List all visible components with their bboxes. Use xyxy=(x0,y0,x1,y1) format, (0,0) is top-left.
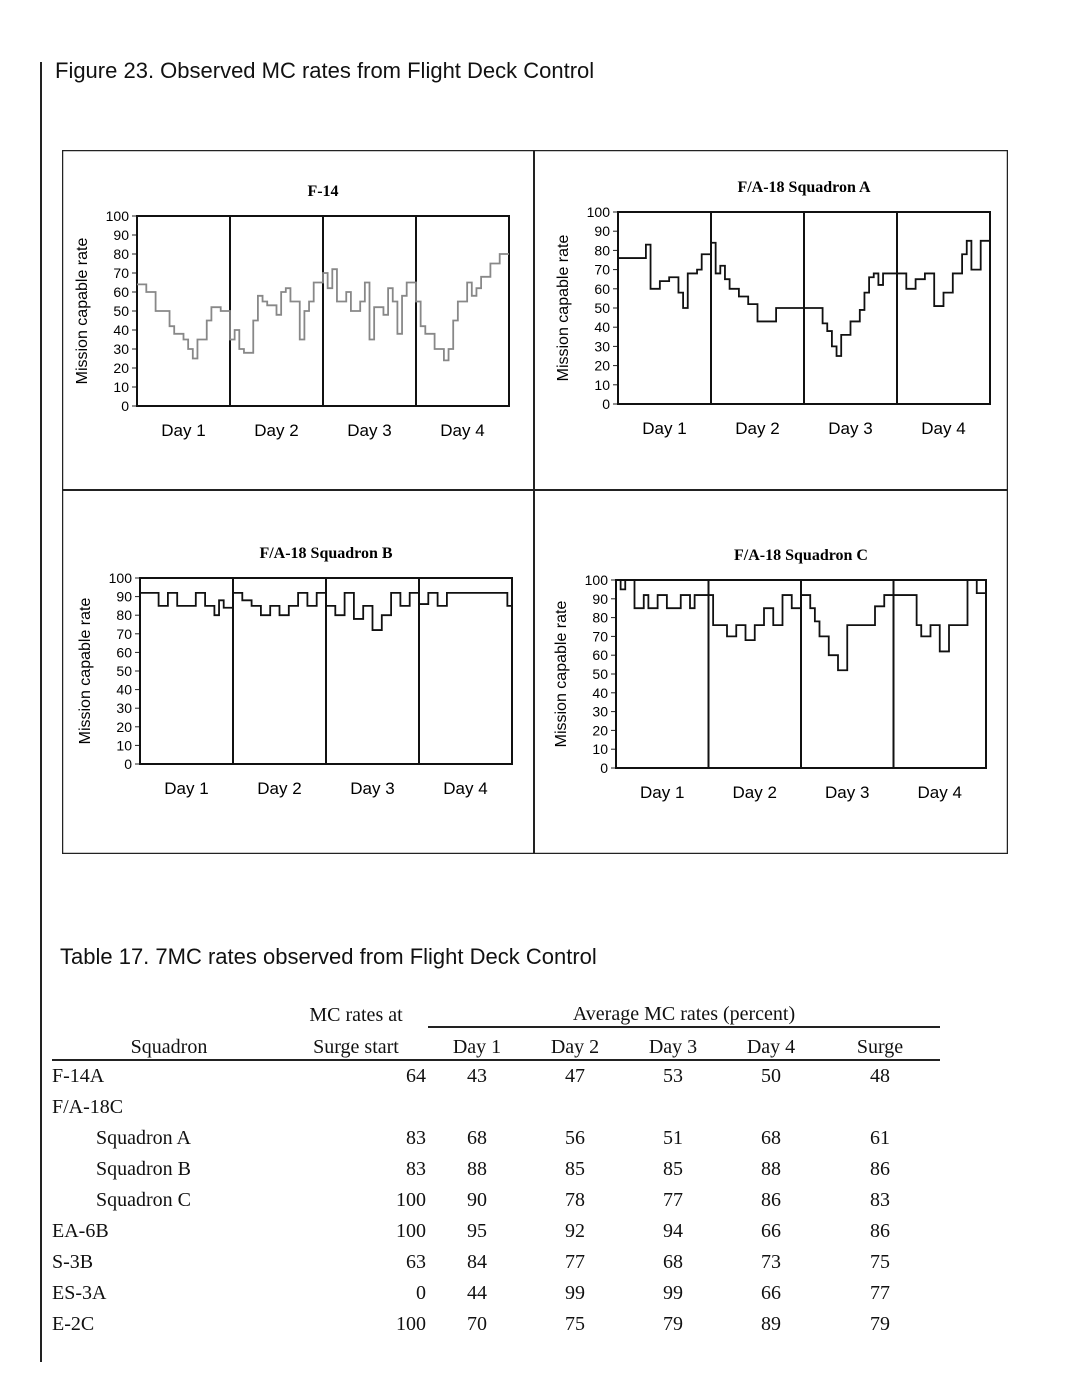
day-label: Day 1 xyxy=(161,421,206,440)
value-cell: 90 xyxy=(467,1189,487,1211)
day-label: Day 4 xyxy=(921,419,966,438)
day-label: Day 2 xyxy=(735,419,780,438)
table-row xyxy=(52,1216,940,1247)
y-tick-label: 70 xyxy=(116,625,132,642)
y-tick-label: 90 xyxy=(116,588,132,605)
table-body xyxy=(52,1060,940,1340)
value-cell: 50 xyxy=(761,1065,781,1087)
y-tick-label: 30 xyxy=(116,700,132,717)
y-tick-label: 100 xyxy=(584,572,608,588)
value-cell: 66 xyxy=(761,1282,781,1304)
y-tick-label: 90 xyxy=(113,227,129,243)
y-tick-label: 30 xyxy=(592,703,608,720)
value-cell: 68 xyxy=(663,1251,683,1273)
surge-start-cell xyxy=(286,1092,428,1123)
row-name-cell: ES-3A xyxy=(52,1282,107,1304)
y-tick-label: 10 xyxy=(592,741,608,758)
value-cell: 77 xyxy=(565,1251,585,1273)
y-tick-label: 50 xyxy=(113,303,129,319)
chart-panel xyxy=(553,547,986,802)
value-cell: 43 xyxy=(467,1065,487,1087)
surge-start-cell: 100 xyxy=(396,1220,426,1242)
table-title: Table 17. 7MC rates observed from Flight Deck Control xyxy=(60,944,597,969)
y-tick-label: 60 xyxy=(594,280,610,297)
left-margin-rule xyxy=(40,62,42,1362)
value-cell: 85 xyxy=(565,1158,585,1180)
day-label: Day 3 xyxy=(825,783,870,802)
value-cell: 48 xyxy=(870,1065,890,1087)
value-cell: 99 xyxy=(663,1282,683,1304)
chart-grid xyxy=(62,150,1008,854)
y-tick-label: 40 xyxy=(113,322,129,338)
value-cell: 79 xyxy=(663,1313,683,1335)
value-cell: 86 xyxy=(761,1189,781,1211)
value-cell: 84 xyxy=(467,1251,487,1273)
y-tick-label: 70 xyxy=(113,265,129,281)
value-cell: 77 xyxy=(870,1282,890,1304)
y-axis-label: Mission capable rate xyxy=(555,234,572,382)
value-cell xyxy=(428,1092,526,1123)
value-cell xyxy=(624,1092,722,1123)
chart-panel xyxy=(77,545,512,798)
row-name-cell: Squadron C xyxy=(96,1189,191,1211)
value-cell: 78 xyxy=(565,1189,585,1211)
y-axis-label: Mission capable rate xyxy=(553,600,570,748)
value-cell: 77 xyxy=(663,1189,683,1211)
value-cell xyxy=(722,1092,820,1123)
value-cell: 68 xyxy=(761,1127,781,1149)
value-cell: 75 xyxy=(870,1251,890,1273)
y-tick-label: 80 xyxy=(116,607,132,624)
y-tick-label: 80 xyxy=(592,609,608,626)
surge-header-line2: Surge start xyxy=(286,1027,428,1060)
surge-header-line1: MC rates at xyxy=(309,1004,403,1026)
col-header-surge: Surge xyxy=(820,1027,940,1060)
day-label: Day 4 xyxy=(917,783,962,802)
surge-start-cell: 0 xyxy=(416,1282,426,1304)
avg-header: Average MC rates (percent) xyxy=(428,996,940,1027)
y-tick-label: 100 xyxy=(105,208,129,224)
value-cell: 86 xyxy=(870,1158,890,1180)
value-cell: 88 xyxy=(761,1158,781,1180)
blank-header-cell xyxy=(52,996,286,1027)
surge-start-cell: 100 xyxy=(396,1313,426,1335)
table-row xyxy=(52,1060,940,1092)
y-tick-label: 30 xyxy=(113,341,129,357)
chart-title: F/A-18 Squadron A xyxy=(737,179,871,196)
y-tick-label: 10 xyxy=(113,379,129,395)
surge-start-cell: 100 xyxy=(396,1189,426,1211)
value-cell: 70 xyxy=(467,1313,487,1335)
squadron-header: Squadron xyxy=(52,1027,286,1060)
y-tick-label: 80 xyxy=(594,242,610,259)
surge-start-cell: 63 xyxy=(406,1251,426,1273)
value-cell: 51 xyxy=(663,1127,683,1149)
value-cell: 56 xyxy=(565,1127,585,1149)
chart-panel xyxy=(555,179,990,438)
row-name-cell: Squadron A xyxy=(96,1127,191,1149)
col-header-day1: Day 1 xyxy=(428,1027,526,1060)
value-cell: 66 xyxy=(761,1220,781,1242)
value-cell: 85 xyxy=(663,1158,683,1180)
y-tick-label: 0 xyxy=(602,396,610,412)
y-tick-label: 40 xyxy=(592,684,608,701)
surge-start-cell: 83 xyxy=(406,1127,426,1149)
chart-title: F-14 xyxy=(307,183,339,200)
value-cell: 73 xyxy=(761,1251,781,1273)
row-name-cell: S-3B xyxy=(52,1251,94,1273)
y-tick-label: 0 xyxy=(600,760,608,776)
day-label: Day 4 xyxy=(443,779,488,798)
value-cell: 92 xyxy=(565,1220,585,1242)
value-cell: 44 xyxy=(467,1282,487,1304)
table-row xyxy=(52,1247,940,1278)
value-cell: 95 xyxy=(467,1220,487,1242)
value-cell: 83 xyxy=(870,1189,890,1211)
table-row xyxy=(52,1309,940,1340)
day-label: Day 3 xyxy=(350,779,395,798)
y-tick-label: 30 xyxy=(594,338,610,355)
row-name-cell: Squadron B xyxy=(96,1158,191,1180)
table-row xyxy=(52,1278,940,1309)
y-tick-label: 70 xyxy=(594,261,610,278)
y-tick-label: 20 xyxy=(592,722,608,739)
surge-start-cell: 64 xyxy=(406,1065,426,1087)
value-cell: 99 xyxy=(565,1282,585,1304)
y-tick-label: 50 xyxy=(116,663,132,679)
value-cell: 79 xyxy=(870,1313,890,1335)
day-label: Day 1 xyxy=(642,419,687,438)
value-cell: 89 xyxy=(761,1313,781,1335)
value-cell: 61 xyxy=(870,1127,890,1149)
mc-rates-table xyxy=(52,996,940,1340)
y-tick-label: 20 xyxy=(116,718,132,735)
value-cell: 68 xyxy=(467,1127,487,1149)
table-row xyxy=(52,1185,940,1216)
y-tick-label: 20 xyxy=(113,360,129,376)
row-name-cell: F-14A xyxy=(52,1065,105,1087)
value-cell xyxy=(820,1092,940,1123)
y-axis-label: Mission capable rate xyxy=(74,237,91,385)
y-tick-label: 60 xyxy=(116,644,132,661)
day-label: Day 1 xyxy=(164,779,209,798)
day-label: Day 3 xyxy=(828,419,873,438)
y-tick-label: 60 xyxy=(592,647,608,664)
day-label: Day 2 xyxy=(254,421,299,440)
value-cell: 86 xyxy=(870,1220,890,1242)
col-header-day2: Day 2 xyxy=(526,1027,624,1060)
figure-title: Figure 23. Observed MC rates from Flight Deck Control xyxy=(55,58,595,83)
y-tick-label: 100 xyxy=(108,570,132,586)
y-tick-label: 90 xyxy=(594,223,610,240)
row-name-cell: F/A-18C xyxy=(52,1096,124,1118)
charts-svg xyxy=(62,150,1008,854)
row-name-cell: EA-6B xyxy=(52,1220,109,1242)
y-tick-label: 20 xyxy=(594,357,610,374)
value-cell: 75 xyxy=(565,1313,585,1335)
chart-panel xyxy=(74,183,509,440)
value-cell xyxy=(526,1092,624,1123)
chart-title: F/A-18 Squadron B xyxy=(259,545,393,562)
col-header-day3: Day 3 xyxy=(624,1027,722,1060)
table-row xyxy=(52,1092,940,1123)
y-tick-label: 70 xyxy=(592,628,608,645)
value-cell: 47 xyxy=(565,1065,585,1087)
y-axis-label: Mission capable rate xyxy=(77,597,94,745)
day-label: Day 3 xyxy=(347,421,392,440)
day-label: Day 4 xyxy=(440,421,485,440)
y-tick-label: 0 xyxy=(124,756,132,772)
day-label: Day 2 xyxy=(732,783,777,802)
y-tick-label: 40 xyxy=(116,681,132,698)
y-tick-label: 10 xyxy=(116,737,132,754)
day-label: Day 1 xyxy=(640,783,685,802)
chart-title: F/A-18 Squadron C xyxy=(734,547,868,564)
y-tick-label: 0 xyxy=(121,398,129,414)
table-row xyxy=(52,1123,940,1154)
y-tick-label: 60 xyxy=(113,284,129,300)
row-name-cell: E-2C xyxy=(52,1313,95,1335)
y-tick-label: 90 xyxy=(592,590,608,607)
y-tick-label: 100 xyxy=(586,204,610,220)
value-cell: 94 xyxy=(663,1220,683,1242)
col-header-day4: Day 4 xyxy=(722,1027,820,1060)
y-tick-label: 80 xyxy=(113,246,129,262)
table-row xyxy=(52,1154,940,1185)
y-tick-label: 50 xyxy=(592,666,608,682)
value-cell: 88 xyxy=(467,1158,487,1180)
y-tick-label: 40 xyxy=(594,319,610,336)
surge-start-cell: 83 xyxy=(406,1158,426,1180)
y-tick-label: 50 xyxy=(594,300,610,316)
y-tick-label: 10 xyxy=(594,376,610,393)
value-cell: 53 xyxy=(663,1065,683,1087)
day-label: Day 2 xyxy=(257,779,302,798)
